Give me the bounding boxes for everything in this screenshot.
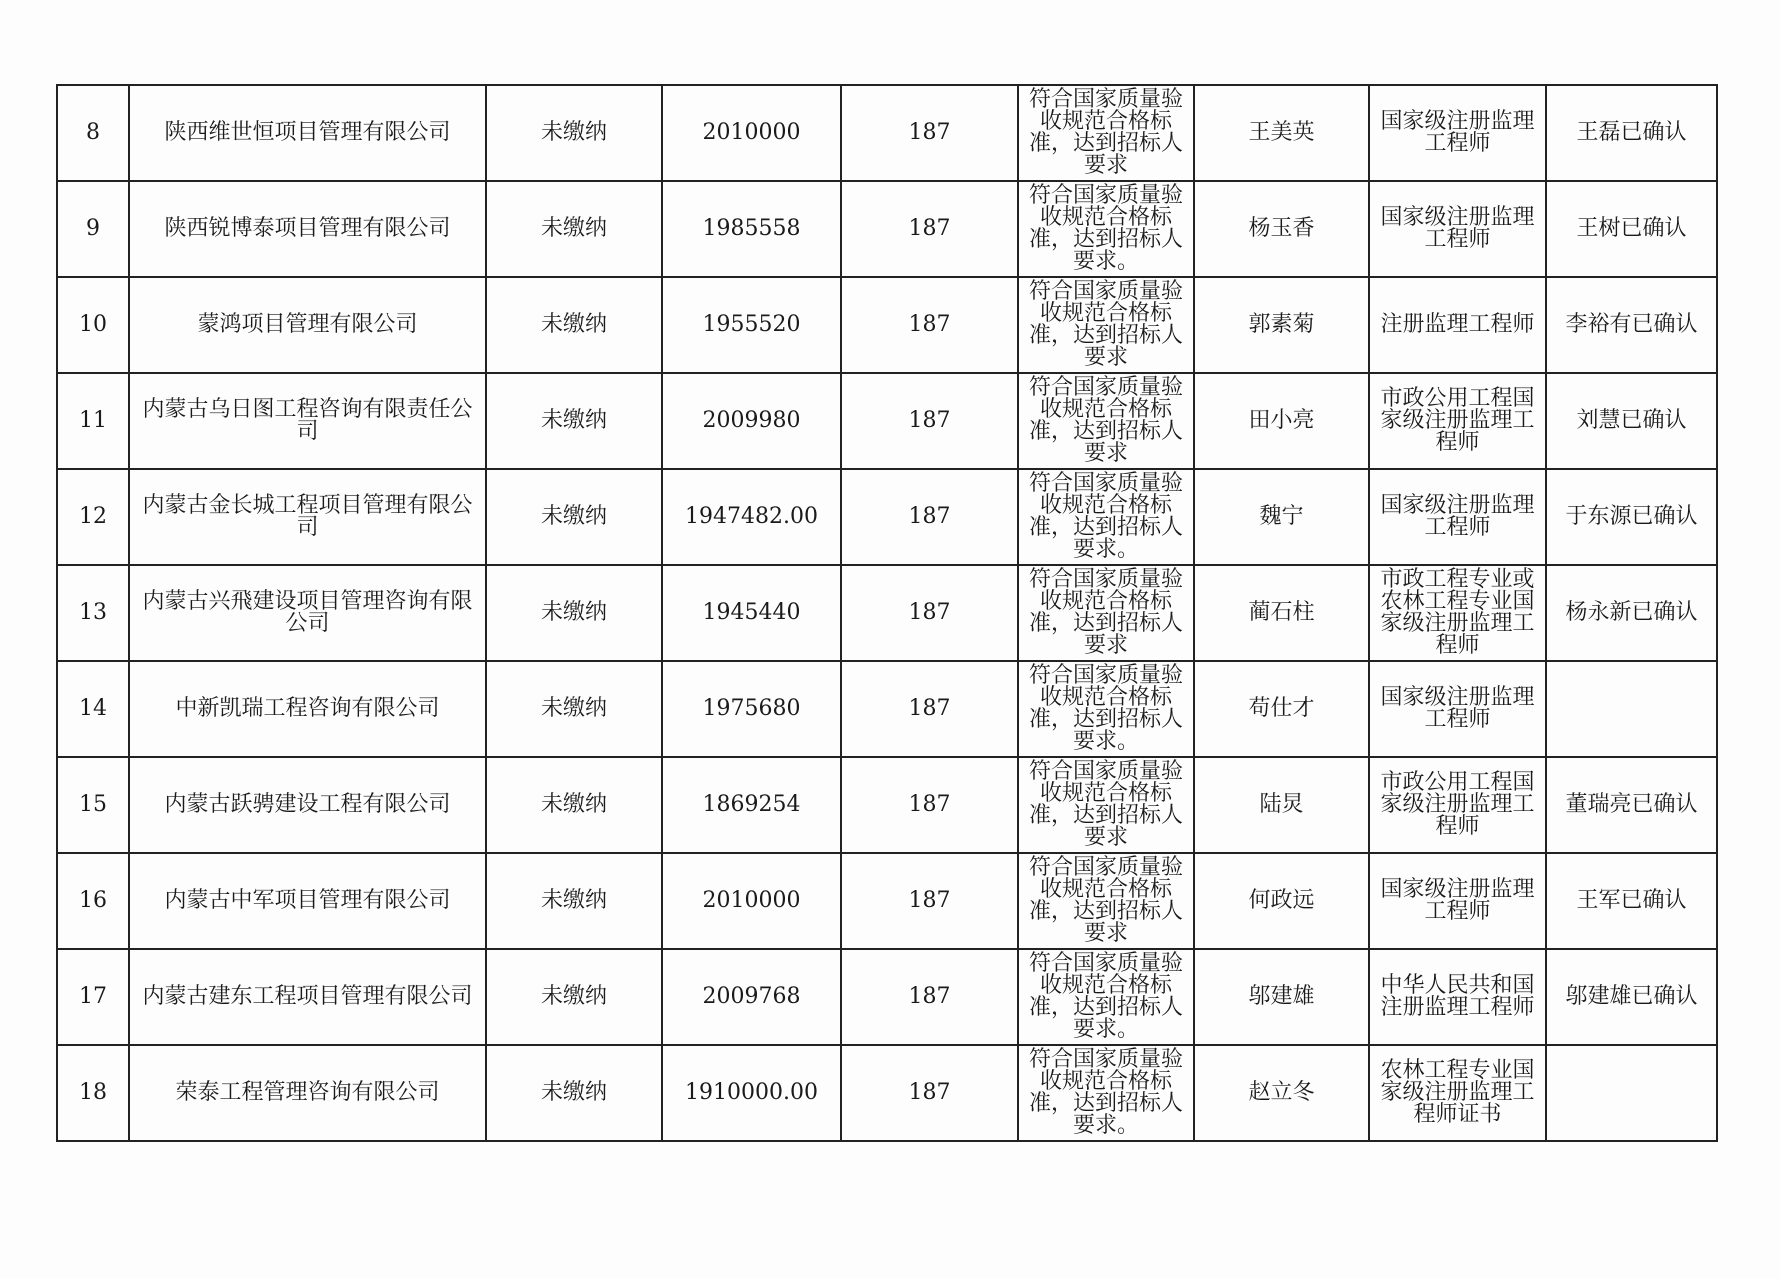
confirmation: 王树已确认 — [1546, 181, 1717, 277]
company-name: 内蒙古中军项目管理有限公司 — [129, 853, 486, 949]
service-days: 187 — [841, 757, 1018, 853]
deposit-status: 未缴纳 — [486, 277, 662, 373]
row-number: 9 — [57, 181, 129, 277]
project-manager: 王美英 — [1194, 85, 1369, 181]
qualification: 中华人民共和国注册监理工程师 — [1369, 949, 1546, 1045]
service-days: 187 — [841, 661, 1018, 757]
bid-price: 2010000 — [662, 853, 841, 949]
deposit-status: 未缴纳 — [486, 565, 662, 661]
bid-price: 1955520 — [662, 277, 841, 373]
row-number: 17 — [57, 949, 129, 1045]
qualification: 国家级注册监理工程师 — [1369, 853, 1546, 949]
deposit-status: 未缴纳 — [486, 853, 662, 949]
bid-price: 2009980 — [662, 373, 841, 469]
table-row — [57, 373, 1717, 469]
service-days: 187 — [841, 853, 1018, 949]
quality-standard: 符合国家质量验收规范合格标准，达到招标人要求。 — [1018, 469, 1194, 565]
bid-evaluation-table — [56, 84, 1718, 1142]
table-row — [57, 757, 1717, 853]
row-number: 10 — [57, 277, 129, 373]
deposit-status: 未缴纳 — [486, 757, 662, 853]
bid-price: 1985558 — [662, 181, 841, 277]
qualification: 农林工程专业国家级注册监理工程师证书 — [1369, 1045, 1546, 1141]
bid-price: 1869254 — [662, 757, 841, 853]
row-number: 15 — [57, 757, 129, 853]
project-manager: 蔺石柱 — [1194, 565, 1369, 661]
company-name: 荣泰工程管理咨询有限公司 — [129, 1045, 486, 1141]
deposit-status: 未缴纳 — [486, 373, 662, 469]
project-manager: 陆炅 — [1194, 757, 1369, 853]
bid-price: 1975680 — [662, 661, 841, 757]
project-manager: 杨玉香 — [1194, 181, 1369, 277]
project-manager: 苟仕才 — [1194, 661, 1369, 757]
confirmation: 杨永新已确认 — [1546, 565, 1717, 661]
confirmation: 刘慧已确认 — [1546, 373, 1717, 469]
project-manager: 邬建雄 — [1194, 949, 1369, 1045]
company-name: 蒙鸿项目管理有限公司 — [129, 277, 486, 373]
service-days: 187 — [841, 85, 1018, 181]
company-name: 内蒙古兴飛建设项目管理咨询有限公司 — [129, 565, 486, 661]
company-name: 陕西锐博泰项目管理有限公司 — [129, 181, 486, 277]
confirmation: 董瑞亮已确认 — [1546, 757, 1717, 853]
bid-price: 2010000 — [662, 85, 841, 181]
confirmation — [1546, 1045, 1717, 1141]
row-number: 11 — [57, 373, 129, 469]
qualification: 注册监理工程师 — [1369, 277, 1546, 373]
company-name: 内蒙古建东工程项目管理有限公司 — [129, 949, 486, 1045]
service-days: 187 — [841, 1045, 1018, 1141]
project-manager: 魏宁 — [1194, 469, 1369, 565]
quality-standard: 符合国家质量验收规范合格标准，达到招标人要求 — [1018, 757, 1194, 853]
project-manager: 赵立冬 — [1194, 1045, 1369, 1141]
deposit-status: 未缴纳 — [486, 661, 662, 757]
table-row — [57, 181, 1717, 277]
row-number: 14 — [57, 661, 129, 757]
table-row — [57, 1045, 1717, 1141]
table-row — [57, 949, 1717, 1045]
company-name: 内蒙古乌日图工程咨询有限责任公司 — [129, 373, 486, 469]
qualification: 国家级注册监理工程师 — [1369, 181, 1546, 277]
qualification: 国家级注册监理工程师 — [1369, 661, 1546, 757]
quality-standard: 符合国家质量验收规范合格标准，达到招标人要求 — [1018, 277, 1194, 373]
confirmation: 李裕有已确认 — [1546, 277, 1717, 373]
service-days: 187 — [841, 565, 1018, 661]
quality-standard: 符合国家质量验收规范合格标准，达到招标人要求 — [1018, 853, 1194, 949]
table-row — [57, 565, 1717, 661]
qualification: 国家级注册监理工程师 — [1369, 85, 1546, 181]
qualification: 市政工程专业或农林工程专业国家级注册监理工程师 — [1369, 565, 1546, 661]
project-manager: 郭素菊 — [1194, 277, 1369, 373]
company-name: 内蒙古金长城工程项目管理有限公司 — [129, 469, 486, 565]
quality-standard: 符合国家质量验收规范合格标准，达到招标人要求。 — [1018, 181, 1194, 277]
row-number: 8 — [57, 85, 129, 181]
service-days: 187 — [841, 181, 1018, 277]
deposit-status: 未缴纳 — [486, 949, 662, 1045]
bid-price: 1947482.00 — [662, 469, 841, 565]
quality-standard: 符合国家质量验收规范合格标准，达到招标人要求 — [1018, 85, 1194, 181]
table-row — [57, 85, 1717, 181]
project-manager: 田小亮 — [1194, 373, 1369, 469]
bid-price: 1945440 — [662, 565, 841, 661]
deposit-status: 未缴纳 — [486, 1045, 662, 1141]
confirmation: 于东源已确认 — [1546, 469, 1717, 565]
table-row — [57, 661, 1717, 757]
row-number: 18 — [57, 1045, 129, 1141]
company-name: 中新凯瑞工程咨询有限公司 — [129, 661, 486, 757]
confirmation: 王磊已确认 — [1546, 85, 1717, 181]
qualification: 市政公用工程国家级注册监理工程师 — [1369, 757, 1546, 853]
deposit-status: 未缴纳 — [486, 181, 662, 277]
deposit-status: 未缴纳 — [486, 469, 662, 565]
quality-standard: 符合国家质量验收规范合格标准，达到招标人要求 — [1018, 373, 1194, 469]
service-days: 187 — [841, 373, 1018, 469]
table-row — [57, 469, 1717, 565]
quality-standard: 符合国家质量验收规范合格标准，达到招标人要求。 — [1018, 661, 1194, 757]
project-manager: 何政远 — [1194, 853, 1369, 949]
row-number: 16 — [57, 853, 129, 949]
confirmation: 邬建雄已确认 — [1546, 949, 1717, 1045]
service-days: 187 — [841, 469, 1018, 565]
bid-price: 2009768 — [662, 949, 841, 1045]
qualification: 市政公用工程国家级注册监理工程师 — [1369, 373, 1546, 469]
company-name: 内蒙古跃骋建设工程有限公司 — [129, 757, 486, 853]
table-row — [57, 853, 1717, 949]
quality-standard: 符合国家质量验收规范合格标准，达到招标人要求。 — [1018, 1045, 1194, 1141]
qualification: 国家级注册监理工程师 — [1369, 469, 1546, 565]
service-days: 187 — [841, 277, 1018, 373]
quality-standard: 符合国家质量验收规范合格标准，达到招标人要求。 — [1018, 949, 1194, 1045]
row-number: 12 — [57, 469, 129, 565]
table-row — [57, 277, 1717, 373]
confirmation — [1546, 661, 1717, 757]
confirmation: 王军已确认 — [1546, 853, 1717, 949]
bid-price: 1910000.00 — [662, 1045, 841, 1141]
row-number: 13 — [57, 565, 129, 661]
quality-standard: 符合国家质量验收规范合格标准，达到招标人要求 — [1018, 565, 1194, 661]
deposit-status: 未缴纳 — [486, 85, 662, 181]
company-name: 陕西维世恒项目管理有限公司 — [129, 85, 486, 181]
table-body — [57, 85, 1717, 1141]
service-days: 187 — [841, 949, 1018, 1045]
